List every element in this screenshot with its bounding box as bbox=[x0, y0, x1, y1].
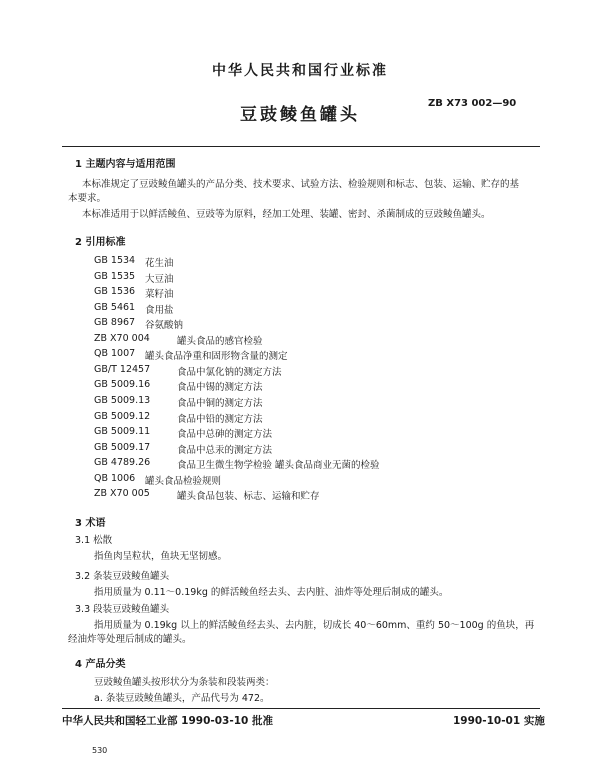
section-4-heading: 4 产品分类 bbox=[75, 659, 126, 670]
reference-title: 罐头食品的感官检验 bbox=[177, 335, 263, 347]
reference-code: QB 1007 bbox=[94, 348, 136, 360]
reference-title: 食品中铅的测定方法 bbox=[177, 413, 263, 425]
reference-code: GB 5009.12 bbox=[94, 410, 151, 422]
reference-title: 谷氨酸钠 bbox=[145, 320, 184, 332]
document-title: 豆豉鲮鱼罐头 bbox=[240, 105, 360, 125]
approval-statement: 中华人民共和国轻工业部 1990-03-10 批准 bbox=[62, 715, 273, 727]
section-1-paragraph-2: 本标准适用于以鲜活鲮鱼、豆豉等为原料，经加工处理、装罐、密封、杀菌制成的豆豉鲮鱼罐头。 bbox=[82, 209, 491, 220]
implementation-date: 1990-10-01 实施 bbox=[453, 715, 545, 727]
issuing-body-title: 中华人民共和国行业标准 bbox=[212, 63, 388, 79]
reference-code: ZB X70 005 bbox=[94, 488, 150, 500]
section-2-heading: 2 引用标准 bbox=[75, 237, 126, 248]
reference-title: 菜籽油 bbox=[145, 289, 174, 301]
term-3-2-heading: 3.2 条装豆豉鲮鱼罐头 bbox=[75, 571, 170, 582]
term-3-1-body: 指鱼肉呈粒状，鱼块无坚韧感。 bbox=[94, 551, 228, 562]
reference-title: 食品中总砷的测定方法 bbox=[177, 429, 273, 441]
reference-code: GB 5009.13 bbox=[94, 394, 151, 406]
reference-code: GB 1535 bbox=[94, 270, 136, 282]
reference-title: 花生油 bbox=[145, 258, 174, 269]
reference-code: GB 4789.26 bbox=[94, 457, 151, 469]
section-1-paragraph-1-line-2: 本要求。 bbox=[68, 193, 107, 204]
reference-title: 罐头食品检验规则 bbox=[145, 475, 222, 487]
reference-title: 食品中铜的测定方法 bbox=[177, 397, 263, 409]
footer-divider bbox=[62, 708, 540, 709]
section-3-heading: 3 术语 bbox=[75, 518, 106, 529]
reference-code: GB 5009.17 bbox=[94, 441, 151, 453]
reference-code: GB 5009.11 bbox=[94, 426, 151, 438]
term-3-2-body: 指用质量为 0.11～0.19kg 的鲜活鲮鱼经去头、去内脏、油炸等处理后制成的罐头。 bbox=[94, 587, 449, 598]
reference-title: 罐头食品包装、标志、运输和贮存 bbox=[177, 491, 320, 503]
page-number: 530 bbox=[92, 746, 108, 755]
reference-title: 食品中锡的测定方法 bbox=[177, 382, 263, 394]
reference-title: 食品中总汞的测定方法 bbox=[177, 444, 273, 456]
reference-code: GB 1536 bbox=[94, 286, 136, 298]
reference-code: GB 5009.16 bbox=[94, 379, 151, 391]
reference-code: GB 1534 bbox=[94, 255, 136, 266]
section-1-paragraph-1-line-1: 本标准规定了豆豉鲮鱼罐头的产品分类、技术要求、试验方法、检验规则和标志、包装、运输、贮存的基 bbox=[82, 179, 520, 190]
header-divider bbox=[62, 146, 540, 147]
section-4-paragraph: 豆豉鲮鱼罐头按形状分为条装和段装两类： bbox=[94, 677, 275, 688]
section-4-item-a: a. 条装豆豉鲮鱼罐头，产品代号为 472。 bbox=[94, 693, 270, 704]
reference-code: GB 8967 bbox=[94, 317, 136, 329]
reference-code: ZB X70 004 bbox=[94, 332, 150, 344]
standard-code: ZB X73 002—90 bbox=[428, 98, 517, 109]
reference-code: QB 1006 bbox=[94, 472, 136, 484]
term-3-3-body-line-2: 经油炸等处理后制成的罐头。 bbox=[68, 634, 192, 645]
reference-title: 食品中氯化钠的测定方法 bbox=[177, 366, 282, 378]
reference-title: 食用盐 bbox=[145, 304, 174, 316]
reference-title: 罐头食品净重和固形物含量的测定 bbox=[145, 351, 288, 363]
reference-code: GB/T 12457 bbox=[94, 363, 151, 375]
term-3-3-heading: 3.3 段装豆豉鲮鱼罐头 bbox=[75, 604, 170, 615]
term-3-1-heading: 3.1 松散 bbox=[75, 535, 113, 546]
reference-code: GB 5461 bbox=[94, 301, 136, 313]
section-1-heading: 1 主题内容与适用范围 bbox=[75, 159, 176, 170]
reference-title: 食品卫生微生物学检验 罐头食品商业无菌的检验 bbox=[177, 460, 380, 472]
reference-title: 大豆油 bbox=[145, 273, 174, 285]
term-3-3-body-line-1: 指用质量为 0.19kg 以上的鲜活鲮鱼经去头、去内脏，切成长 40～60mm、重约 50～100g 的鱼块，再 bbox=[94, 620, 535, 631]
